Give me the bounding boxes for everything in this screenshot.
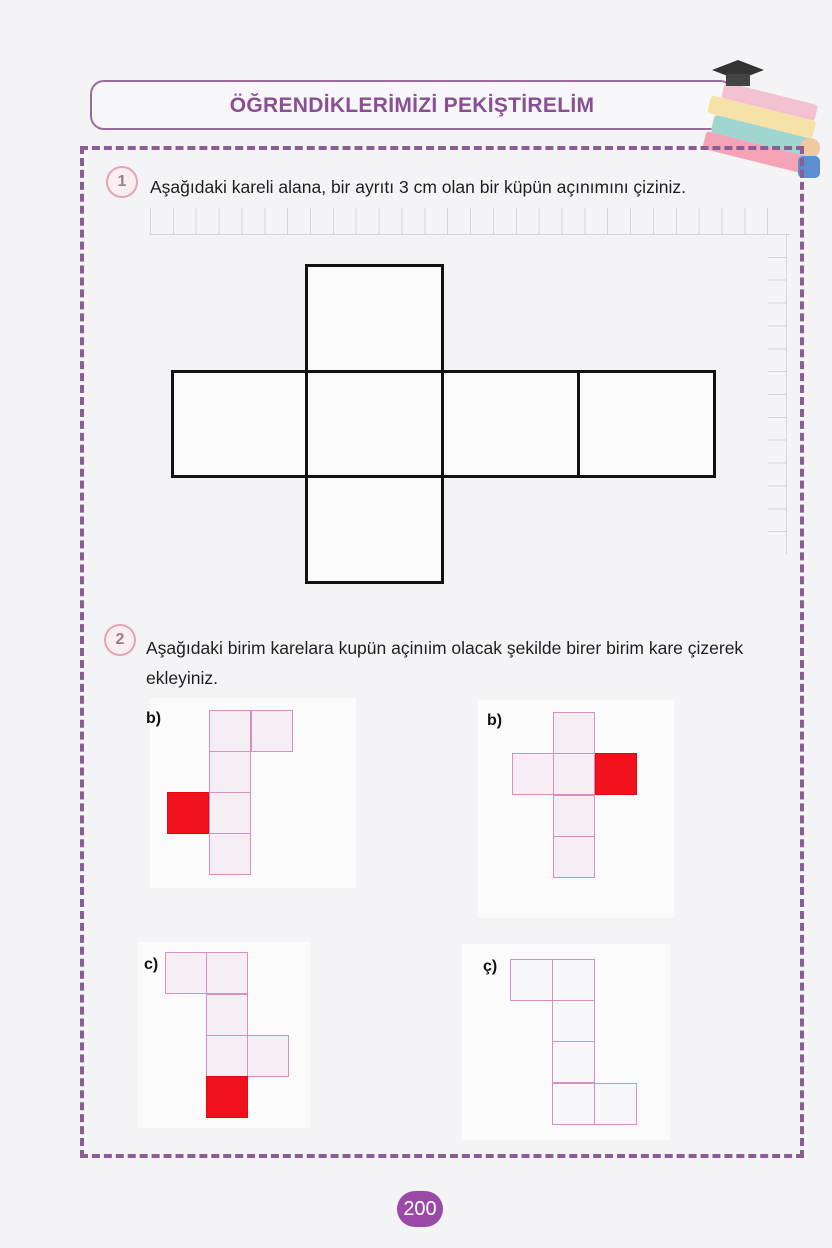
question-number-badge: 2 — [104, 624, 136, 656]
unit-square — [552, 1083, 595, 1125]
net-face-bottom — [305, 475, 444, 584]
unit-square — [251, 710, 293, 752]
unit-square — [209, 710, 251, 752]
subpart-label: b) — [146, 710, 162, 727]
added-unit-square — [595, 753, 637, 795]
subpart-label: c) — [144, 956, 159, 973]
unit-square — [206, 1035, 248, 1077]
net-face-far-right — [577, 370, 716, 478]
unit-square — [553, 753, 595, 795]
question-number-badge: 1 — [106, 166, 138, 198]
net-face-right — [441, 370, 580, 478]
grid-area-right — [768, 234, 787, 554]
unit-square — [209, 792, 251, 834]
subpart-label: ç) — [483, 958, 498, 975]
unit-square — [512, 753, 554, 795]
grid-area-top — [150, 208, 790, 235]
unit-square — [552, 1041, 595, 1083]
unit-square — [553, 712, 595, 754]
unit-square — [206, 994, 248, 1036]
question2-text-line1: Aşağıdaki birim karelara kupün açinıim olacak şekilde birer birim kare çizerek — [146, 638, 744, 658]
page-number: 200 — [397, 1191, 443, 1227]
added-unit-square — [206, 1076, 248, 1118]
net-face-top — [305, 264, 444, 373]
unit-square — [553, 836, 595, 878]
unit-square — [553, 795, 595, 837]
subpart-label: b) — [487, 712, 503, 729]
unit-square — [552, 1000, 595, 1042]
unit-square — [552, 959, 595, 1001]
unit-square — [206, 952, 248, 994]
net-face-left — [171, 370, 308, 478]
unit-square — [209, 751, 251, 793]
net-face-center — [305, 370, 444, 478]
unit-square — [165, 952, 207, 994]
unit-square — [209, 833, 251, 875]
unit-square — [247, 1035, 289, 1077]
unit-square — [510, 959, 553, 1001]
page-title: ÖĞRENDİKLERİMİZİ PEKİŞTİRELİM — [229, 94, 595, 117]
question2-text-line2: ekleyiniz. — [146, 668, 218, 688]
unit-square — [594, 1083, 637, 1125]
added-unit-square — [167, 792, 209, 834]
question1-text: Aşağıdaki kareli alana, bir ayrıtı 3 cm olan bir küpün açınımını çiziniz. — [150, 177, 686, 197]
